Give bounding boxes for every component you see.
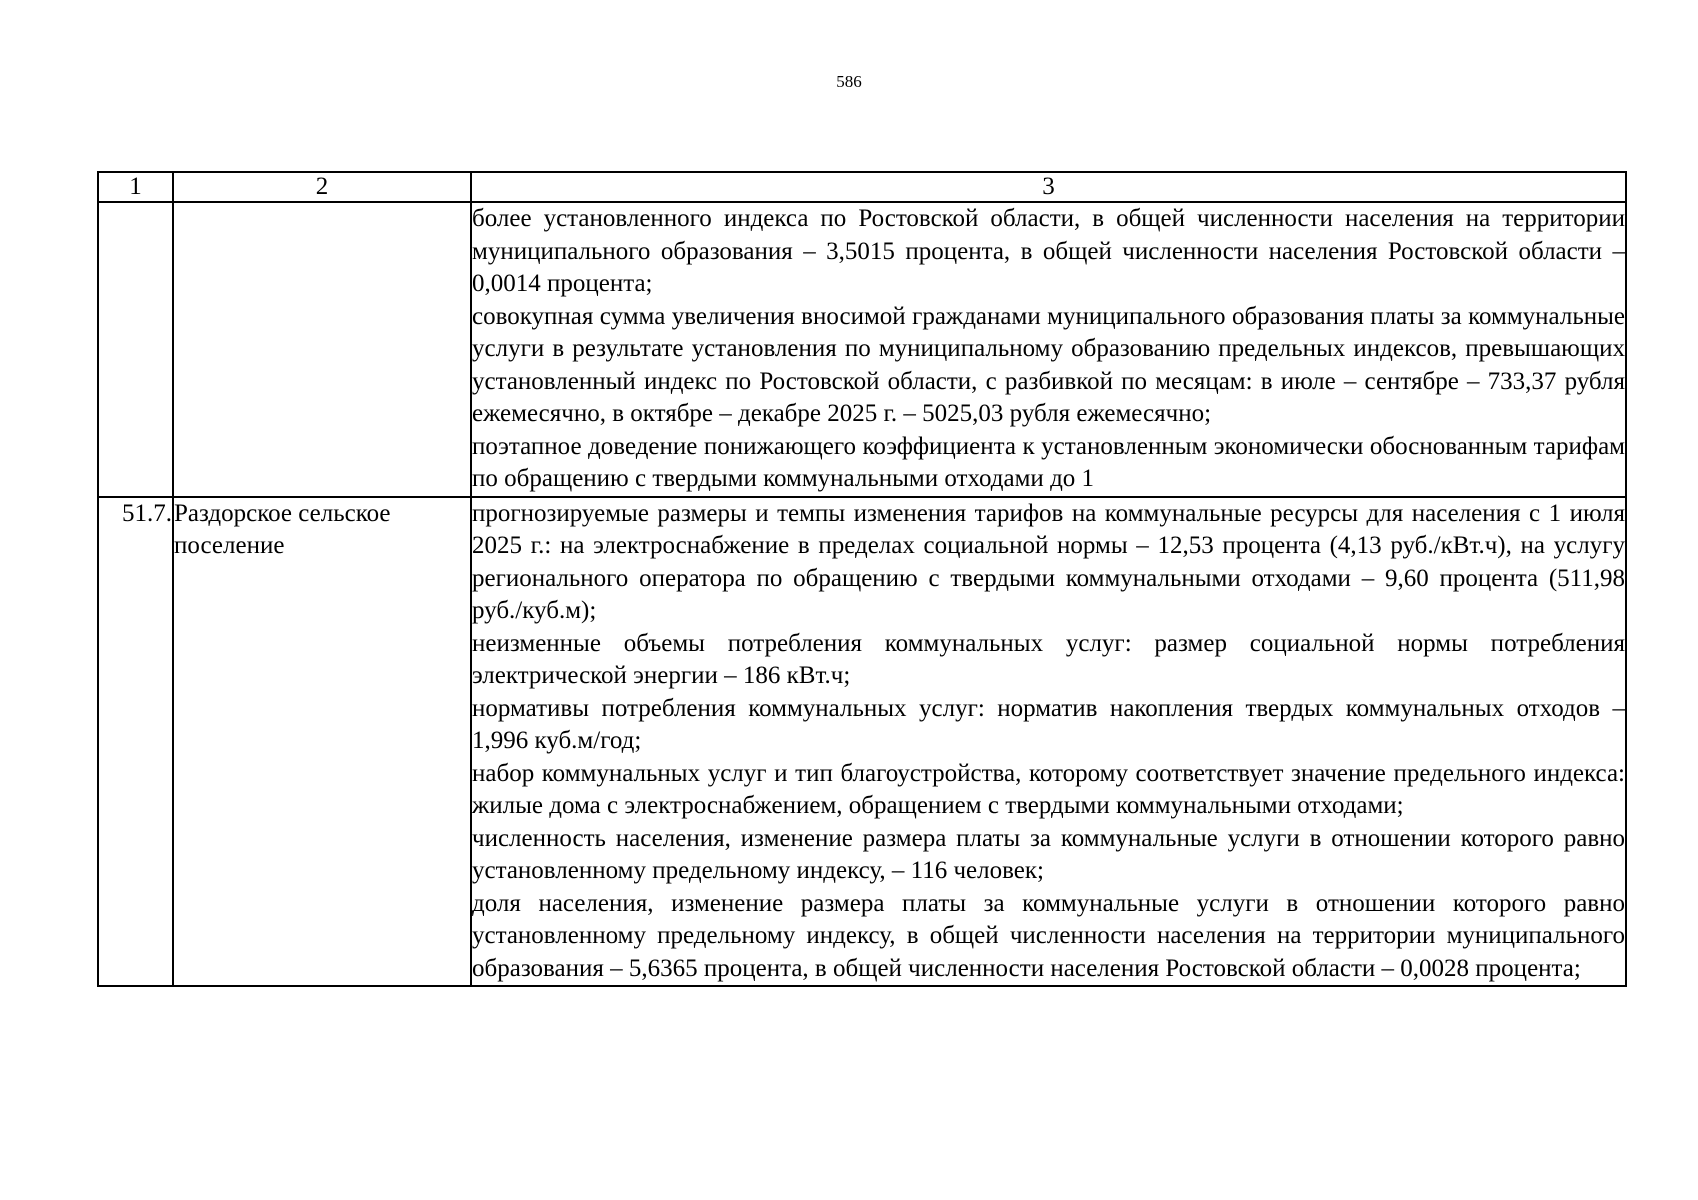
header-row bbox=[98, 172, 1626, 202]
row-name: Раздорское сельское поселение bbox=[173, 497, 471, 987]
paragraph: более установленного индекса по Ростовской области, в общей численности населения на территории муниципального образования – 3,5015 процента, в общей численности населения Ростовской области – 0,0014 процента; bbox=[472, 205, 1625, 297]
table-header bbox=[98, 172, 1626, 202]
paragraph: неизменные объемы потребления коммунальных услуг: размер социальной нормы потребления электрической энергии – 186 кВт.ч; bbox=[472, 629, 1625, 689]
row-number bbox=[98, 202, 173, 497]
paragraph: доля населения, изменение размера платы за коммунальные услуги в отношении которого равно установленному предельному индексу, в общей численности населения на территории муниципального образования – 5,6365 процента, в общей численности населения Ростовской области – 0,0028 процента; bbox=[472, 889, 1625, 982]
row-number: 51.7. bbox=[98, 497, 173, 987]
paragraph: совокупная сумма увеличения вносимой гражданами муниципального образования платы за коммунальные услуги в результате установления по муниципальному образованию предельных индексов, превышающих установленный индекс по Ростовской области, с разбивкой по месяцам: в июле – сентябре – 733,37 рубля ежемесячно, в октябре – декабре 2025 г. – 5025,03 рубля ежемесячно; bbox=[472, 302, 1625, 427]
row-name bbox=[173, 202, 471, 497]
header-col-3: 3 bbox=[471, 172, 1626, 202]
table-row bbox=[98, 497, 1626, 987]
data-table bbox=[97, 171, 1627, 987]
table-body bbox=[98, 202, 1626, 986]
header-col-2: 2 bbox=[173, 172, 471, 202]
paragraph: поэтапное доведение понижающего коэффициента к установленным экономически обоснованным тарифам по обращению с твердыми коммунальными отходами до 1 bbox=[472, 432, 1625, 492]
paragraph: нормативы потребления коммунальных услуг: норматив накопления твердых коммунальных отходов – 1,996 куб.м/год; bbox=[472, 694, 1625, 754]
paragraph: численность населения, изменение размера платы за коммунальные услуги в отношении которого равно установленному предельному индексу, – 116 человек; bbox=[472, 824, 1625, 884]
row-text bbox=[471, 202, 1626, 497]
paragraph: прогнозируемые размеры и темпы изменения тарифов на коммунальные ресурсы для населения с 1 июля 2025 г.: на электроснабжение в пределах социальной нормы – 12,53 процента (4,13 руб./кВт.ч), на услугу регионального оператора по обращению с твердыми коммунальными отходами – 9,60 процента (511,98 руб./куб.м); bbox=[472, 499, 1625, 624]
row-text bbox=[471, 497, 1626, 987]
page-number: 586 bbox=[836, 72, 862, 91]
paragraph: набор коммунальных услуг и тип благоустройства, которому соответствует значение предельного индекса: жилые дома с электроснабжением, обращением с твердыми коммунальными отходами; bbox=[472, 759, 1625, 819]
table-row bbox=[98, 202, 1626, 497]
header-col-1: 1 bbox=[98, 172, 173, 202]
